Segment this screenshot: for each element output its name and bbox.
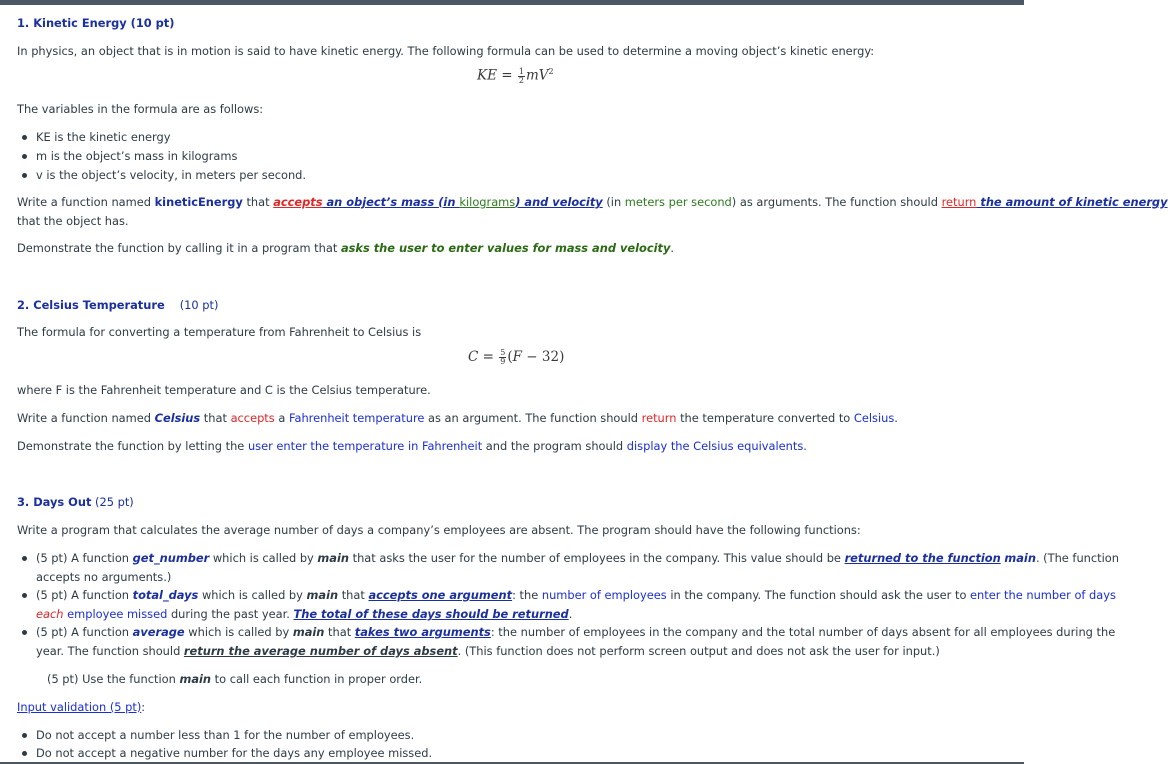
q3-get-number-item: (5 pt) A function get_number which is called by main that asks the user for the number of employees in the company. This value should be returned to the function main. (The function	[36, 551, 1119, 565]
input-validation-link[interactable]: Input validation (5 pt)	[17, 700, 142, 714]
bullet	[22, 154, 27, 159]
q3-use-main: (5 pt) Use the function main to call each function in proper order.	[47, 672, 423, 686]
q2-write-instruction: Write a function named Celsius that accepts a Fahrenheit temperature as an argument. The function should return the temperature converted to Celsius.	[17, 411, 898, 425]
q1-write-instruction: Write a function named kineticEnergy that accepts an object’s mass (in kilograms) and velocity (in meters per second) as arguments. The function should return the amount of kinetic energy	[17, 195, 1168, 209]
q1-intro: In physics, an object that is in motion is said to have kinetic energy. The following formula can be used to determine a moving object’s kinetic energy:	[17, 44, 875, 58]
q3-intro: Write a program that calculates the average number of days a company’s employees are absent. The program should have the following functions:	[17, 523, 861, 537]
q1-var-m: m is the object’s mass in kilograms	[36, 149, 238, 163]
q2-where: where F is the Fahrenheit temperature and C is the Celsius temperature.	[17, 383, 431, 397]
bullet	[22, 751, 27, 756]
q2-intro: The formula for converting a temperature from Fahrenheit to Celsius is	[17, 325, 422, 339]
q3-total-days-item: (5 pt) A function total_days which is called by main that accepts one argument: the number of employees in the company. The function should ask the user to enter the number of days	[36, 588, 1116, 602]
q1-var-v: v is the object’s velocity, in meters per second.	[36, 168, 307, 182]
q1-var-ke: KE is the kinetic energy	[36, 130, 171, 144]
celsius-formula: C = $\frac{5}{9}$ (F − 32)	[468, 348, 565, 366]
bullet	[22, 733, 27, 738]
q2-demo: Demonstrate the function by letting the user enter the temperature in Fahrenheit and the program should display the Celsius equivalents.	[17, 439, 807, 453]
q1-vars-intro: The variables in the formula are as follows:	[17, 102, 264, 116]
bullet	[22, 135, 27, 140]
q1-title: 1. Kinetic Energy (10 pt)	[17, 16, 175, 30]
q3-input-validation-heading: Input validation (5 pt):	[17, 700, 146, 714]
q2-title: 2. Celsius Temperature (10 pt)	[17, 298, 219, 312]
bullet	[22, 556, 27, 561]
q3-rule-days: Do not accept a negative number for the days any employee missed.	[36, 746, 433, 760]
q3-average-item-line2: year. The function should return the average number of days absent. (This function does not perform screen output and does not ask the user for input.)	[36, 644, 940, 658]
bullet	[22, 630, 27, 635]
q3-title: 3. Days Out (25 pt)	[17, 495, 134, 509]
q1-write-instruction-line2: that the object has.	[17, 214, 129, 228]
q3-average-item: (5 pt) A function average which is called by main that takes two arguments: the number of employees in the company and the total number of days absent for all employees during the	[36, 625, 1116, 639]
bullet	[22, 173, 27, 178]
q1-demo: Demonstrate the function by calling it in a program that asks the user to enter values for mass and velocity.	[17, 241, 674, 255]
q3-total-days-item-line2: each employee missed during the past year. The total of these days should be returned.	[36, 607, 573, 621]
bullet	[22, 593, 27, 598]
q3-get-number-item-line2: accepts no arguments.)	[36, 570, 172, 584]
q3-rule-employees: Do not accept a number less than 1 for the number of employees.	[36, 728, 415, 742]
kinetic-energy-formula: KE = $\frac{1}{2}$ $mV^2$	[477, 66, 554, 85]
top-border	[0, 0, 1024, 5]
